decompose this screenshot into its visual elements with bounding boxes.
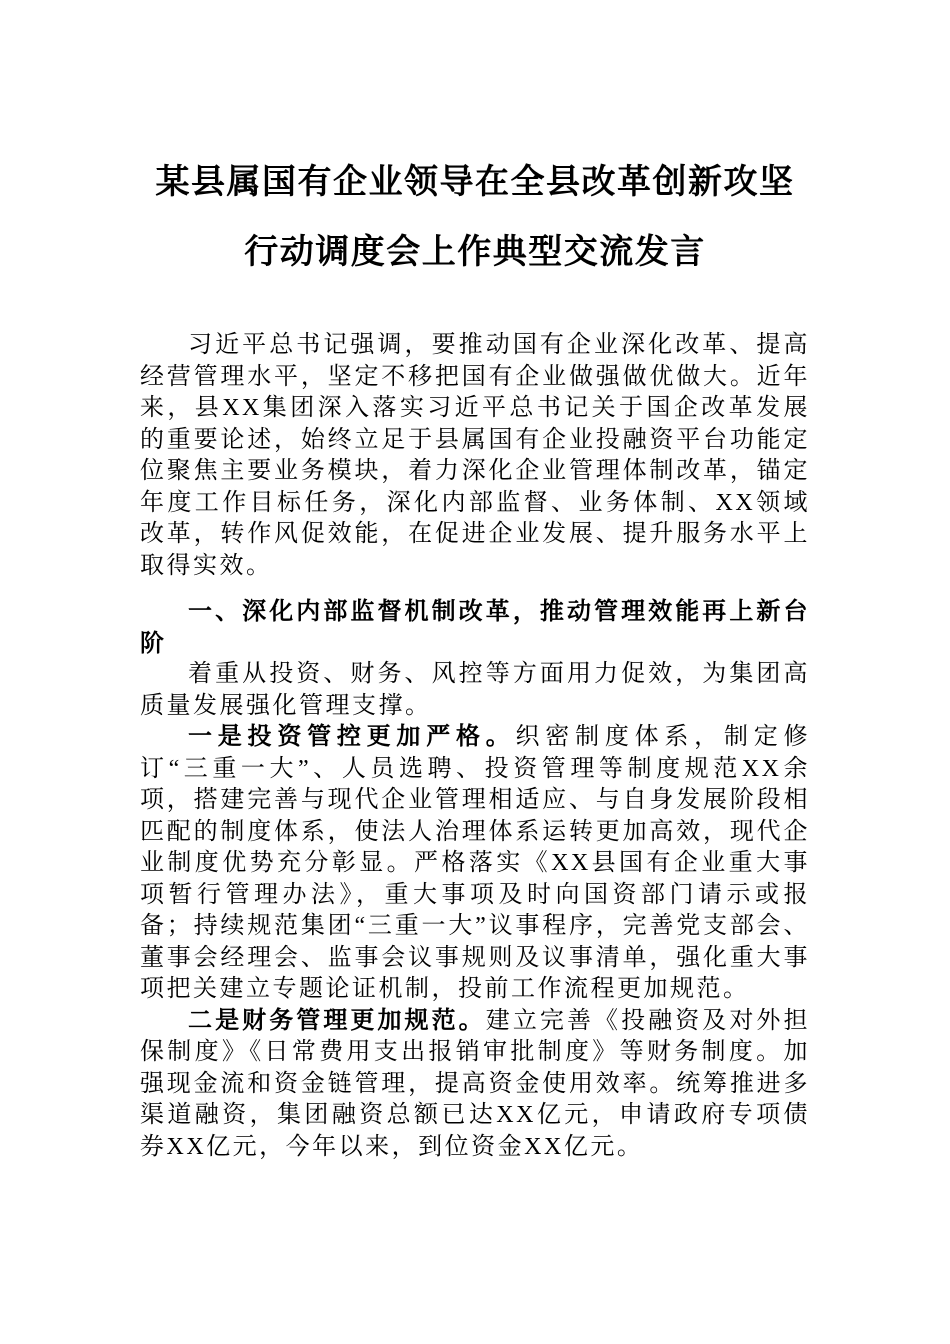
document-body — [140, 330, 810, 1163]
section-1-heading: 一、深化内部监督机制改革，推动管理效能再上新台阶 — [140, 598, 810, 657]
point-1-text: 织密制度体系，制定修订“三重一大”、人员选聘、投资管理等制度规范XX余项，搭建完善与现代企业管理相适应、与自身发展阶段相匹配的制度体系，使法人治理体系运转更加高效，现代企业制度优势充分彰显。严格落实《XX县国有企业重大事项暂行管理办法》，重大事项及时向国资部门请示或报备；持续规范集团“三重一大”议事程序，完善党支部会、董事会经理会、监事会议事规则及议事清单，强化重大事项把关建立专题论证机制，投前工作流程更加规范。 — [140, 724, 811, 1002]
title-line-2: 行动调度会上作典型交流发言 — [244, 234, 706, 271]
point-1-paragraph — [140, 722, 810, 1006]
point-2-paragraph — [140, 1006, 810, 1164]
title-line-1: 某县属国有企业领导在全县改革创新攻坚 — [155, 164, 795, 201]
point-2-lead: 二是财务管理更加规范。 — [188, 1007, 486, 1034]
point-2-text: 建立完善《投融资及对外担保制度》《日常费用支出报销审批制度》等财务制度。加强现金流和资金链管理，提高资金使用效率。统筹推进多渠道融资，集团融资总额已达XX亿元，申请政府专项债券XX亿元，今年以来，到位资金XX亿元。 — [140, 1007, 810, 1160]
point-1-lead: 一是投资管控更加严格。 — [188, 724, 516, 750]
document-title — [140, 148, 810, 288]
intro-paragraph: 习近平总书记强调，要推动国有企业深化改革、提高经营管理水平，坚定不移把国有企业做强做优做大。近年来，县XX集团深入落实习近平总书记关于国企改革发展的重要论述，始终立足于县属国有企业投融资平台功能定位聚焦主要业务模块，着力深化企业管理体制改革，锚定年度工作目标任务，深化内部监督、业务体制、XX领域改革，转作风促效能，在促进企业发展、提升服务水平上取得实效。 — [140, 332, 810, 579]
section-1-overview-paragraph: 着重从投资、财务、风控等方面用力促效，为集团高质量发展强化管理支撑。 — [140, 661, 810, 719]
